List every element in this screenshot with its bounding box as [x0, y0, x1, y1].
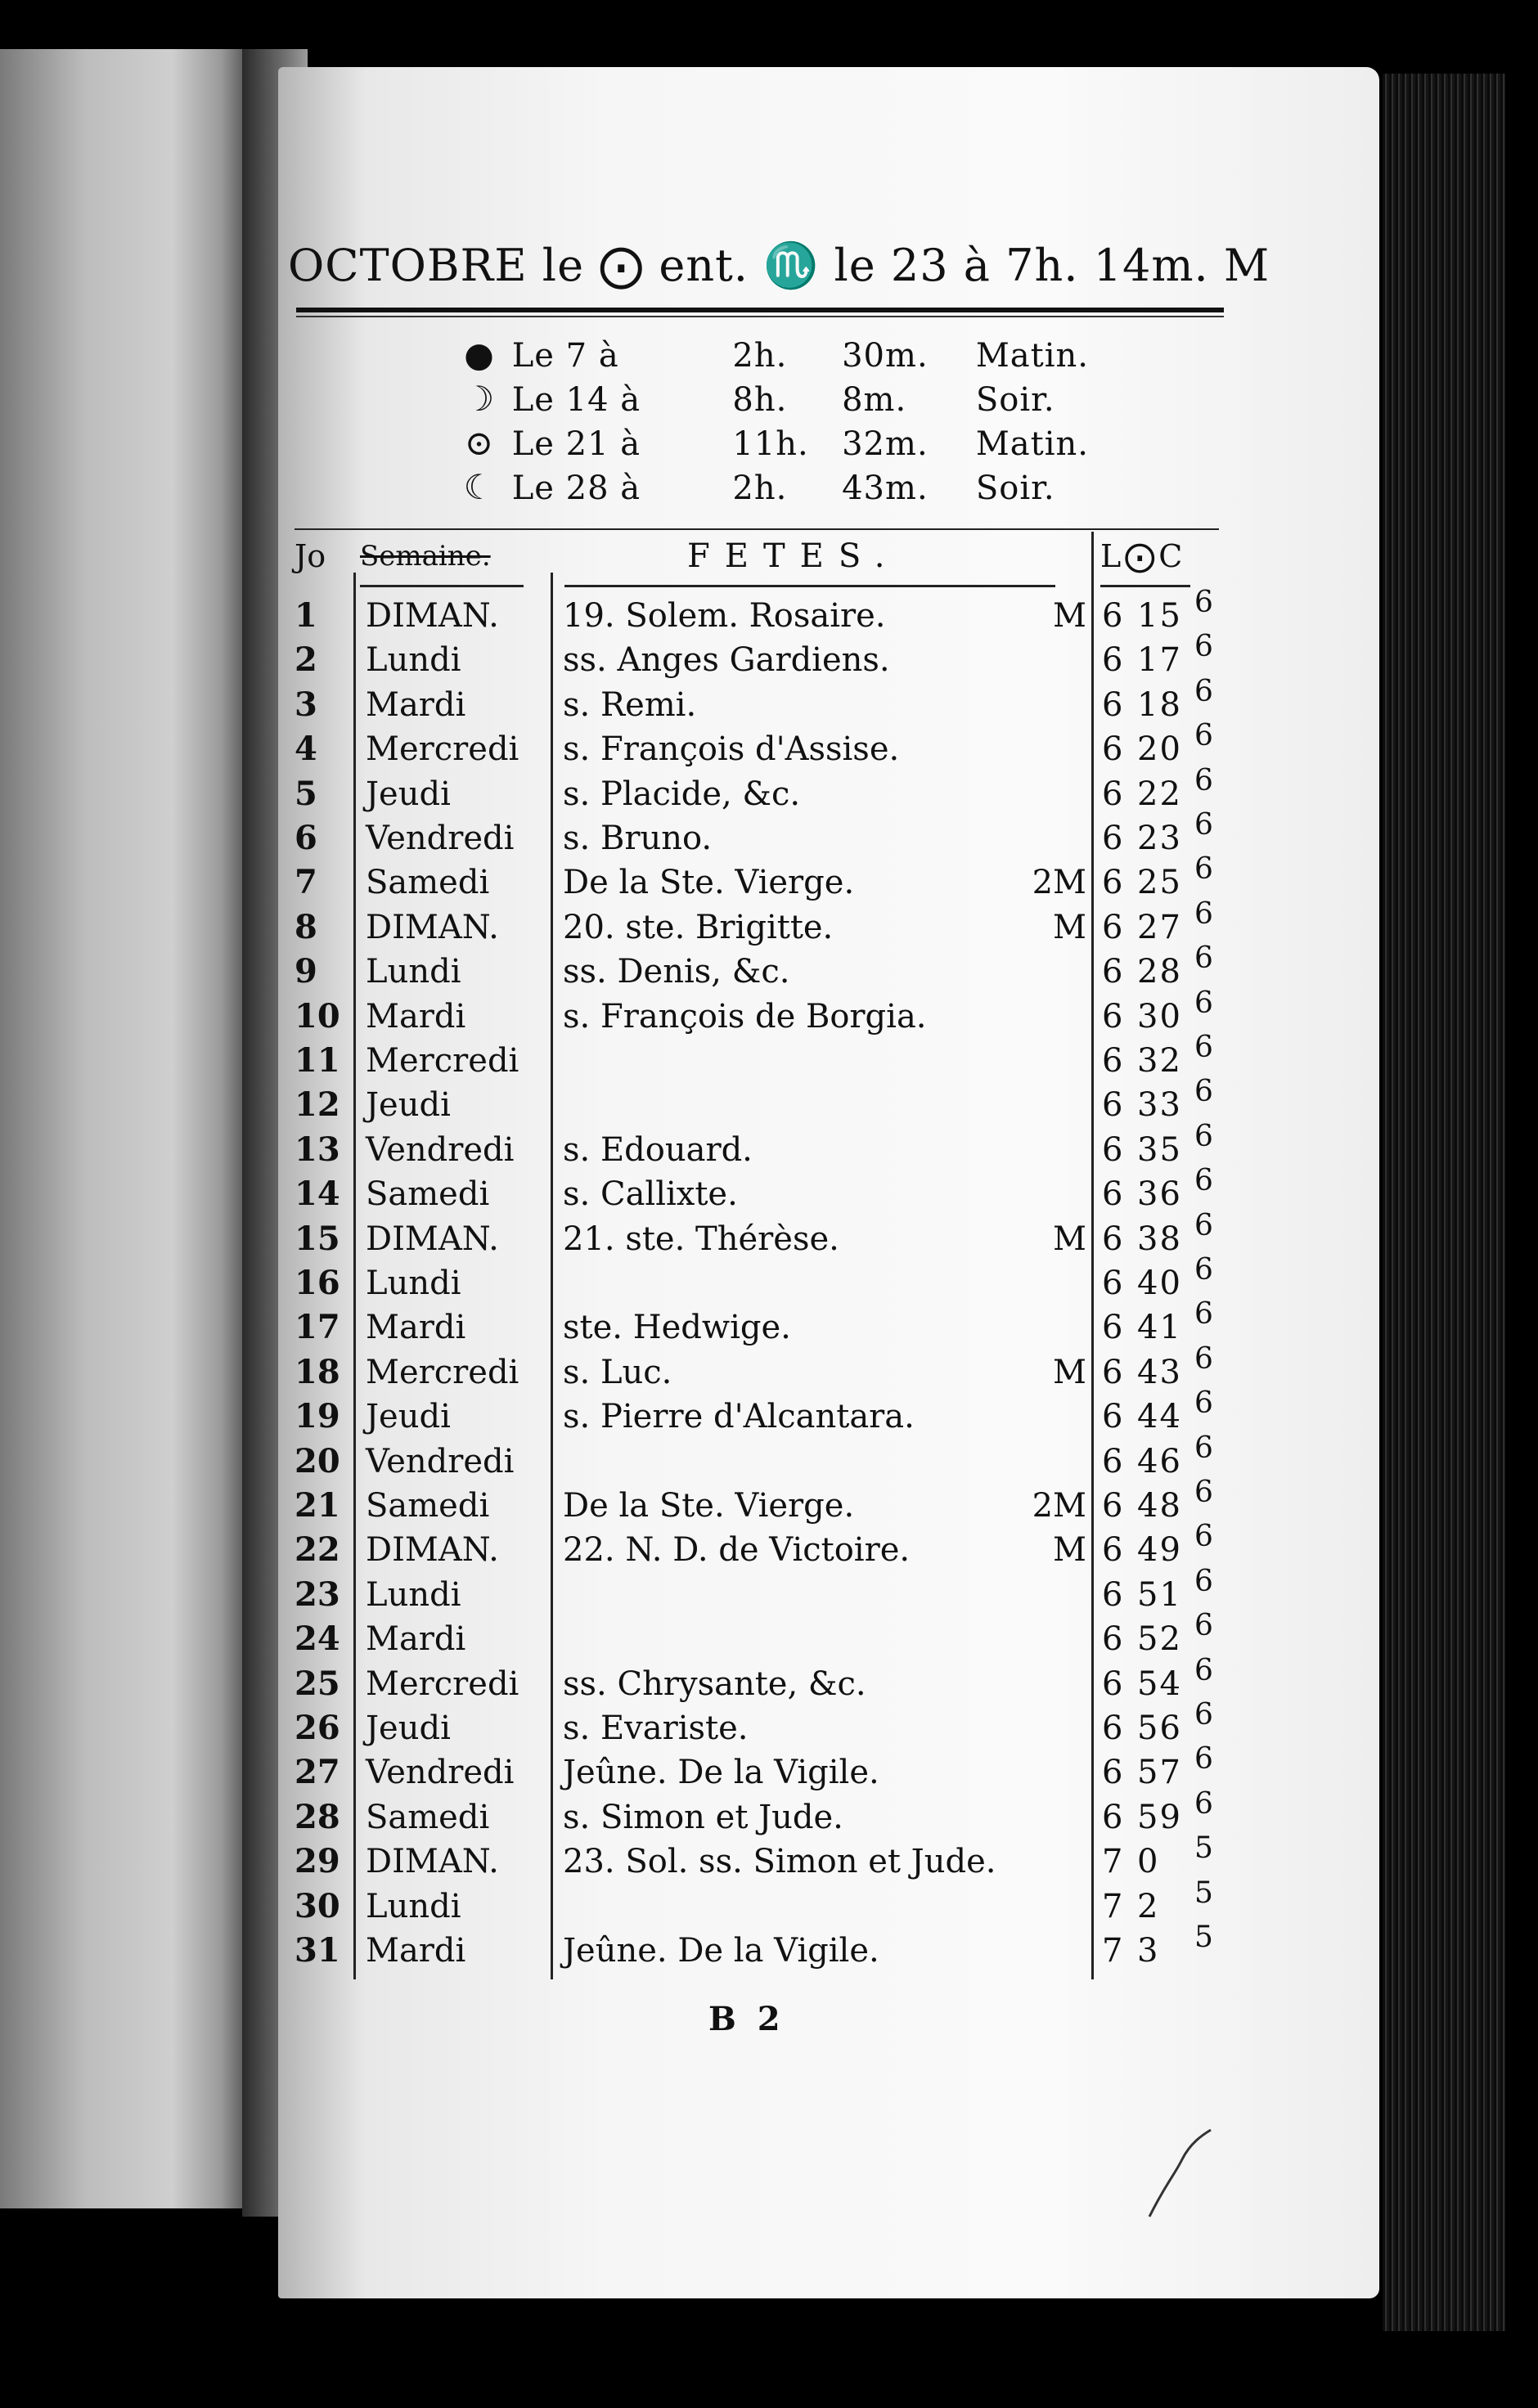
- sunset-hour: 6: [1194, 852, 1213, 887]
- moon-phase-new: [458, 334, 1089, 376]
- sunrise-minute: 32: [1137, 1042, 1182, 1080]
- sunset-hour: 6: [1194, 719, 1213, 753]
- day-number: 13: [295, 1130, 340, 1169]
- moon-phase-last-quarter: [458, 466, 1055, 509]
- sunset-hour: 6: [1194, 1653, 1213, 1687]
- day-number: 30: [295, 1886, 340, 1925]
- phase-period: Matin.: [975, 425, 1089, 463]
- weekday: Vendredi: [366, 1754, 515, 1792]
- phase-hour: 8h.: [732, 381, 788, 419]
- day-number: 23: [295, 1575, 340, 1614]
- moon-mark: 2M: [1032, 864, 1086, 902]
- weekday: Jeudi: [366, 1398, 451, 1436]
- sunrise-minute: 52: [1137, 1620, 1182, 1659]
- day-number: 9: [295, 952, 317, 991]
- weekday: Jeudi: [366, 775, 451, 813]
- feast: 21. ste. Thérèse.: [563, 1220, 839, 1258]
- day-number: 22: [295, 1530, 340, 1570]
- day-number: 15: [295, 1219, 340, 1258]
- weekday: Jeudi: [366, 1709, 451, 1747]
- feast: s. Edouard.: [563, 1130, 753, 1169]
- day-number: 14: [295, 1175, 340, 1214]
- weekday: Samedi: [366, 1798, 490, 1836]
- facing-page: [0, 49, 245, 2208]
- pencil-mark: [1141, 2127, 1215, 2225]
- phase-day: 7 à: [565, 337, 619, 375]
- sunrise-minute: 48: [1137, 1487, 1182, 1525]
- weekday: DIMAN.: [366, 1220, 499, 1258]
- day-number: 27: [295, 1753, 340, 1792]
- weekday: Lundi: [366, 953, 461, 991]
- day-number: 26: [295, 1709, 340, 1747]
- day-number: 28: [295, 1797, 340, 1836]
- page-title: OCTOBRE le ⨀ ent. ♏ le 23 à 7h. 14m. M: [288, 240, 1270, 291]
- sunset-hour: 6: [1194, 1698, 1213, 1732]
- sunrise-minute: 3: [1137, 1932, 1160, 1970]
- sunset-hour: 6: [1194, 941, 1213, 976]
- feast: 20. ste. Brigitte.: [563, 908, 834, 946]
- day-number: 29: [295, 1842, 340, 1881]
- weekday: Vendredi: [366, 1130, 515, 1169]
- day-number: 17: [295, 1308, 340, 1347]
- day-number: 21: [295, 1486, 340, 1525]
- sunrise-minute: 18: [1137, 685, 1182, 724]
- feast: s. François de Borgia.: [563, 997, 927, 1036]
- sunrise-minute: 15: [1137, 597, 1182, 635]
- day-number: 16: [295, 1264, 340, 1302]
- feast: ss. Denis, &c.: [563, 953, 790, 991]
- sunrise-minute: 23: [1137, 820, 1182, 857]
- weekday: Jeudi: [366, 1086, 451, 1125]
- sunrise-minute: 27: [1137, 908, 1182, 946]
- sunset-hour: 6: [1194, 674, 1213, 708]
- weekday: Samedi: [366, 1175, 490, 1214]
- feast: s. Placide, &c.: [563, 775, 801, 813]
- moon-mark: M: [1053, 908, 1086, 946]
- day-number: 6: [295, 819, 317, 857]
- phase-period: Soir.: [975, 469, 1055, 507]
- phase-day: 14 à: [565, 381, 641, 419]
- weekday: Mercredi: [366, 730, 519, 769]
- sunrise-hour: 6: [1102, 908, 1123, 946]
- sunset-hour: 6: [1194, 1386, 1213, 1421]
- sunrise-minute: 54: [1137, 1664, 1182, 1703]
- sunrise-hour: 6: [1102, 1309, 1123, 1347]
- day-number: 20: [295, 1441, 340, 1480]
- sunset-hour: 6: [1194, 1476, 1213, 1509]
- weekday: Lundi: [366, 641, 461, 680]
- sunrise-minute: 56: [1137, 1709, 1182, 1747]
- sunrise-hour: 6: [1102, 864, 1123, 902]
- header-fetes: FETES.: [687, 537, 900, 575]
- phase-label: Le: [511, 337, 555, 375]
- column-rule-feasts: [1091, 532, 1094, 1979]
- sunset-hour: 6: [1194, 896, 1213, 931]
- weekday: Samedi: [366, 1487, 490, 1525]
- header-soleil: L⨀C: [1100, 538, 1186, 574]
- sunrise-minute: 51: [1137, 1575, 1182, 1614]
- feast: s. Luc.: [563, 1353, 672, 1391]
- sunrise-minute: 0: [1137, 1843, 1160, 1881]
- sunrise-hour: 6: [1102, 597, 1123, 635]
- sunrise-hour: 6: [1102, 1487, 1123, 1525]
- sunrise-hour: 6: [1102, 1709, 1123, 1747]
- sunrise-hour: 6: [1102, 1175, 1123, 1214]
- moon-mark: M: [1053, 1353, 1086, 1391]
- full-moon-icon: ⊙: [464, 423, 495, 463]
- sunset-hour: 6: [1194, 1119, 1213, 1153]
- first-quarter-moon-icon: ☽: [463, 379, 496, 419]
- new-moon-icon: ●: [464, 335, 495, 375]
- sunrise-minute: 57: [1137, 1754, 1182, 1792]
- moon-phase-full: [458, 422, 1089, 465]
- sunset-hour: 6: [1194, 1564, 1213, 1598]
- sunrise-hour: 6: [1102, 685, 1123, 724]
- feast: s. Evariste.: [563, 1709, 749, 1747]
- sunset-hour: 6: [1194, 1297, 1213, 1332]
- title-rule-thin: [296, 316, 1224, 317]
- sunrise-minute: 33: [1137, 1086, 1182, 1125]
- moon-phase-first-quarter: [458, 378, 1055, 420]
- weekday: Lundi: [366, 1887, 461, 1925]
- sunrise-hour: 6: [1102, 953, 1123, 991]
- sunrise-minute: 43: [1137, 1353, 1182, 1391]
- sunrise-hour: 6: [1102, 1042, 1123, 1080]
- soleil-underline: [1100, 585, 1190, 587]
- weekday: Lundi: [366, 1265, 461, 1302]
- weekday: Mardi: [366, 1309, 466, 1347]
- feast: s. Simon et Jude.: [563, 1798, 843, 1836]
- phase-day: 28 à: [565, 469, 641, 507]
- sunrise-hour: 6: [1102, 1220, 1123, 1258]
- header-jours: Jo: [295, 538, 326, 574]
- feast: De la Ste. Vierge.: [563, 1487, 855, 1525]
- sunset-hour: 6: [1194, 1208, 1213, 1242]
- sunrise-hour: 6: [1102, 997, 1123, 1036]
- feast: Jeûne. De la Vigile.: [563, 1932, 879, 1970]
- moon-mark: 2M: [1032, 1487, 1086, 1525]
- sunrise-hour: 6: [1102, 1130, 1123, 1169]
- day-number: 19: [295, 1397, 340, 1436]
- feast: Jeûne. De la Vigile.: [563, 1754, 879, 1792]
- sunrise-minute: 17: [1137, 641, 1182, 680]
- sunrise-hour: 6: [1102, 820, 1123, 857]
- sunset-hour: 6: [1194, 1520, 1213, 1554]
- day-number: 31: [295, 1931, 340, 1970]
- semaine-underline: [360, 585, 524, 587]
- feast: s. Bruno.: [563, 820, 713, 857]
- feast: ss. Chrysante, &c.: [563, 1664, 866, 1703]
- weekday: DIMAN.: [366, 1531, 499, 1570]
- sunrise-minute: 30: [1137, 997, 1182, 1036]
- sunrise-hour: 6: [1102, 775, 1123, 813]
- day-number: 11: [295, 1041, 340, 1080]
- day-number: 25: [295, 1664, 340, 1703]
- sunrise-hour: 6: [1102, 730, 1123, 769]
- sunset-hour: 6: [1194, 586, 1213, 619]
- weekday: Mardi: [366, 997, 466, 1036]
- sunrise-hour: 7: [1102, 1843, 1123, 1881]
- sunrise-hour: 6: [1102, 1398, 1123, 1436]
- phase-minute: 30m.: [842, 337, 929, 375]
- feast: ste. Hedwige.: [563, 1309, 791, 1347]
- day-number: 12: [295, 1085, 340, 1125]
- sunrise-hour: 6: [1102, 1754, 1123, 1792]
- weekday: DIMAN.: [366, 1843, 499, 1881]
- fetes-underline: [564, 585, 1055, 587]
- sunrise-hour: 6: [1102, 1442, 1123, 1480]
- day-number: 5: [295, 774, 317, 813]
- moon-mark: M: [1053, 1531, 1086, 1570]
- sunset-hour: 6: [1194, 808, 1213, 842]
- sunset-hour: 6: [1194, 1031, 1213, 1064]
- sunset-hour: 6: [1194, 763, 1213, 797]
- phase-minute: 8m.: [842, 381, 907, 419]
- sunrise-minute: 22: [1137, 775, 1182, 813]
- sunrise-minute: 2: [1137, 1887, 1160, 1925]
- weekday: Mardi: [366, 1932, 466, 1970]
- sunrise-minute: 35: [1137, 1130, 1182, 1169]
- sunset-hour: 6: [1194, 1786, 1213, 1821]
- weekday: Mercredi: [366, 1353, 519, 1391]
- sunrise-hour: 6: [1102, 1620, 1123, 1659]
- sunrise-minute: 20: [1137, 730, 1182, 769]
- sunrise-minute: 38: [1137, 1220, 1182, 1258]
- sunset-hour: 6: [1194, 986, 1213, 1020]
- day-number: 7: [295, 863, 317, 902]
- weekday: Vendredi: [366, 1442, 515, 1480]
- sunrise-minute: 28: [1137, 953, 1182, 991]
- sunrise-hour: 6: [1102, 1086, 1123, 1125]
- weekday: Mercredi: [366, 1042, 519, 1080]
- feast: ss. Anges Gardiens.: [563, 641, 890, 680]
- page-signature: B 2: [708, 2000, 785, 2038]
- sunrise-minute: 41: [1137, 1309, 1182, 1347]
- feast: s. Remi.: [563, 685, 697, 724]
- sunset-hour: 5: [1194, 1921, 1213, 1954]
- sunrise-hour: 6: [1102, 1575, 1123, 1614]
- sunset-hour: 6: [1194, 630, 1213, 664]
- feast: s. Callixte.: [563, 1175, 738, 1214]
- phase-period: Matin.: [975, 337, 1089, 375]
- day-number: 3: [295, 685, 317, 724]
- feast: s. Pierre d'Alcantara.: [563, 1398, 915, 1436]
- title-rule: [296, 308, 1224, 312]
- moon-mark: M: [1053, 597, 1086, 635]
- sunset-hour: 6: [1194, 1164, 1213, 1198]
- day-number: 2: [295, 640, 317, 680]
- phase-hour: 11h.: [732, 425, 809, 463]
- sunrise-minute: 49: [1137, 1531, 1182, 1570]
- sunrise-hour: 6: [1102, 1664, 1123, 1703]
- phase-label: Le: [511, 381, 555, 419]
- weekday: Mercredi: [366, 1664, 519, 1703]
- sunrise-hour: 6: [1102, 1353, 1123, 1391]
- phase-hour: 2h.: [732, 337, 788, 375]
- day-number: 24: [295, 1620, 340, 1659]
- sunrise-hour: 6: [1102, 1265, 1123, 1302]
- sunset-hour: 6: [1194, 1609, 1213, 1643]
- sunrise-minute: 59: [1137, 1798, 1182, 1836]
- phase-hour: 2h.: [732, 469, 788, 507]
- weekday: Mardi: [366, 685, 466, 724]
- feast: s. François d'Assise.: [563, 730, 900, 769]
- phase-period: Soir.: [975, 381, 1055, 419]
- sunset-hour: 6: [1194, 1341, 1213, 1376]
- phase-day: 21 à: [565, 425, 641, 463]
- weekday: Vendredi: [366, 820, 515, 857]
- phase-minute: 32m.: [842, 425, 929, 463]
- feast: 23. Sol. ss. Simon et Jude.: [563, 1843, 996, 1881]
- sunset-hour: 5: [1194, 1876, 1213, 1910]
- sunrise-hour: 6: [1102, 1531, 1123, 1570]
- header-semaine: Semaine.: [360, 540, 491, 573]
- sunset-hour: 6: [1194, 1075, 1213, 1109]
- sunrise-minute: 46: [1137, 1442, 1182, 1480]
- moon-mark: M: [1053, 1220, 1086, 1258]
- weekday: Lundi: [366, 1575, 461, 1614]
- sunrise-minute: 40: [1137, 1265, 1182, 1302]
- feast: 22. N. D. de Victoire.: [563, 1531, 911, 1570]
- phase-label: Le: [511, 469, 555, 507]
- table-top-rule: [295, 528, 1219, 530]
- column-rule-days: [353, 573, 356, 1979]
- phase-minute: 43m.: [842, 469, 929, 507]
- sunset-hour: 6: [1194, 1431, 1213, 1465]
- sunrise-minute: 25: [1137, 864, 1182, 902]
- sunset-hour: 5: [1194, 1831, 1213, 1866]
- phase-label: Le: [511, 425, 555, 463]
- weekday: Mardi: [366, 1620, 466, 1659]
- sunrise-hour: 6: [1102, 1798, 1123, 1836]
- weekday: DIMAN.: [366, 908, 499, 946]
- day-number: 1: [295, 596, 317, 635]
- feast: 19. Solem. Rosaire.: [563, 597, 886, 635]
- weekday: Samedi: [366, 864, 490, 902]
- last-quarter-moon-icon: ☾: [463, 467, 496, 507]
- sunrise-hour: 6: [1102, 641, 1123, 680]
- sunrise-minute: 36: [1137, 1175, 1182, 1214]
- day-number: 8: [295, 907, 317, 946]
- book-fore-edge: [1383, 74, 1505, 2331]
- weekday: DIMAN.: [366, 597, 499, 635]
- day-number: 10: [295, 996, 340, 1036]
- sunrise-hour: 7: [1102, 1887, 1123, 1925]
- sunset-hour: 6: [1194, 1742, 1213, 1777]
- day-number: 4: [295, 730, 317, 769]
- sunrise-minute: 44: [1137, 1398, 1182, 1436]
- feast: De la Ste. Vierge.: [563, 864, 855, 902]
- sunrise-hour: 7: [1102, 1932, 1123, 1970]
- day-number: 18: [295, 1352, 340, 1391]
- sunset-hour: 6: [1194, 1253, 1213, 1287]
